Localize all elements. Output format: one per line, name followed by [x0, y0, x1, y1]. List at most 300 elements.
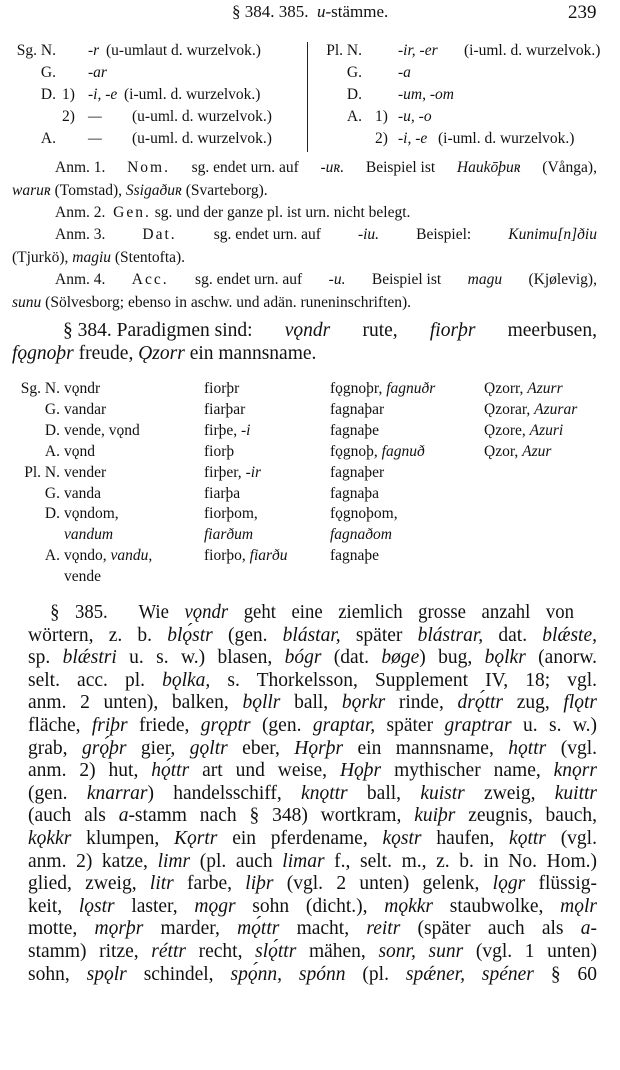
case-label: A. [44, 547, 60, 565]
cited-word: sonr, [378, 940, 416, 962]
note-label: Anm. 2. [55, 204, 106, 221]
text-run: wörtern, z. b. [28, 624, 168, 646]
paradigm-cell [204, 545, 288, 567]
gloss: rute, [362, 320, 398, 341]
headword: vǫndr [284, 320, 331, 341]
note-example: sunu [12, 293, 42, 311]
case-label: D. [44, 421, 60, 439]
note-example: waruʀ [12, 181, 51, 199]
paradigm-cell [204, 441, 234, 463]
cited-word: mǫrþr [94, 918, 144, 940]
paradigm-cell [330, 441, 425, 463]
ending: -r [88, 42, 100, 59]
case-label: A. [40, 130, 56, 147]
form: vǫnd [64, 442, 95, 460]
paradigm-cell [64, 524, 113, 546]
cited-word: liþr [245, 873, 274, 895]
text-run: (pl. auch [190, 850, 283, 872]
case-label: G. [44, 400, 60, 418]
cited-word: blástrar, [417, 624, 484, 646]
text-run: art und weise, [189, 760, 340, 782]
umlaut-note: (u-uml. d. wurzelvok.) [132, 108, 272, 125]
case-label: D. [44, 505, 60, 523]
paradigm-cell [330, 462, 384, 484]
cited-word: limar [282, 850, 325, 872]
note-label: Anm. 1. [55, 159, 106, 176]
paradigm-cell [330, 524, 392, 546]
form-variant: vandu, [110, 547, 153, 565]
case-label: G. [346, 64, 362, 81]
form-variant: fiarðu [249, 547, 288, 565]
note-ending: -iu. [357, 226, 380, 243]
text-run: (gen. [250, 714, 313, 736]
form: vanda [64, 484, 102, 502]
form: fǫgnoþr, [330, 380, 383, 397]
variant-number: 2) [62, 108, 75, 125]
cited-word: kǫttr [509, 827, 546, 849]
text-run: später [340, 624, 418, 646]
headword: fǫgnoþr [12, 342, 74, 364]
note-case: Gen. [113, 204, 151, 221]
form: vende, vǫnd [64, 421, 140, 439]
note-text: sg. endet urn. auf [195, 271, 303, 288]
text-run: -stamm nach § 348) wortkram, [128, 805, 415, 827]
form: fagnaþer [330, 463, 385, 481]
note-ending: -uʀ. [320, 159, 345, 176]
text-run: anm. 2 unten), balken, [28, 692, 243, 714]
text-run: stamm) ritze, [28, 940, 152, 962]
paragraph-line [28, 625, 597, 648]
note-text: Beispiel ist [371, 271, 442, 288]
text-run: (anorw. [525, 647, 598, 669]
paragraph-line [28, 602, 574, 625]
text-run [465, 964, 482, 985]
note-label: Anm. 3. [55, 226, 106, 243]
cited-word: hǫttr [508, 737, 547, 759]
form: Ǫzor, [484, 442, 519, 460]
cited-word: bøge [381, 647, 420, 669]
note-case: Dat. [142, 226, 177, 243]
form: Ǫzorr, [484, 380, 524, 397]
case-label: A. [346, 108, 362, 125]
note-example: Kunimu[n]ðiu [508, 226, 597, 243]
form-variant: Azurr [527, 380, 563, 397]
text-run: später [375, 714, 445, 736]
cited-word: grǫptr [200, 714, 251, 736]
paradigm-cell [330, 503, 398, 525]
cited-word: blǽste, [542, 624, 597, 646]
gloss: ein mannsname. [189, 342, 317, 364]
section-385 [28, 602, 597, 986]
form-variant: fagnuðr [386, 380, 436, 397]
paradigm-cell [204, 399, 245, 421]
running-title-rest: -stämme. [325, 2, 389, 21]
note-example: Ssigaðuʀ [125, 181, 182, 199]
cited-word: mǫ́ttr [237, 918, 280, 940]
cited-word: mǫgr [194, 895, 236, 917]
text-run: f., selt. m., z. b. in No. Hom.) [324, 850, 597, 872]
ending: -ir, -er [398, 42, 438, 59]
paradigm-cell [484, 399, 577, 421]
text-run: dat. [483, 624, 543, 646]
text-run: fläche, [28, 714, 92, 736]
text-run: selt. acc. pl. [28, 669, 163, 691]
gloss: meerbusen, [507, 320, 597, 341]
cited-word: friþr [91, 714, 128, 736]
paradigm-cell [484, 420, 563, 442]
form-variant: Azur [522, 442, 552, 460]
paragraph-line [28, 692, 597, 715]
note-source: (Vånga), [542, 159, 597, 176]
paradigm-cell [204, 524, 253, 546]
text-run: marder, [143, 918, 238, 940]
note-anm-4 [12, 269, 597, 314]
umlaut-note: (u-uml. d. wurzelvok.) [132, 130, 272, 147]
paradigm-cell [64, 420, 140, 442]
case-label: Sg. N. [16, 42, 56, 59]
cited-word: Kǫrtr [174, 827, 218, 849]
paragraph-line [28, 715, 597, 738]
paragraph-line [28, 896, 597, 919]
cited-word: kuistr [420, 782, 465, 804]
paragraph-line [28, 941, 597, 964]
text-run: motte, [28, 918, 95, 940]
form: firþer, [204, 463, 242, 481]
umlaut-note: (u-umlaut d. wurzelvok.) [106, 42, 261, 59]
running-title: § 384. 385. [232, 2, 309, 21]
cited-word: blǫ́str [167, 624, 213, 646]
umlaut-note: (i-uml. d. wurzelvok.) [464, 42, 601, 59]
text-run: glied, zweig, [28, 873, 150, 895]
paragraph-line [28, 783, 597, 806]
paradigm-cell [64, 503, 119, 525]
paradigm-cell [64, 462, 106, 484]
cited-word: blǽstri [62, 647, 117, 669]
cited-word: spǫlr [86, 963, 127, 985]
form: fiorþo, [204, 547, 246, 565]
cited-word: graptrar [444, 714, 512, 736]
cited-word: gǫltr [189, 737, 228, 759]
ending: -u, -o [398, 108, 432, 125]
cited-word: spǽner, [405, 963, 465, 985]
text-run: eber, [227, 737, 295, 759]
text-run: grab, [28, 737, 82, 759]
form: vǫndo, [64, 547, 107, 565]
text-run: (vgl. 1 unten) [463, 940, 597, 962]
note-text: sg. endet urn. auf [213, 226, 321, 243]
paragraph-line [28, 805, 597, 828]
paradigm-cell [64, 545, 152, 567]
paragraph-line [28, 851, 597, 874]
text-run: ball, [280, 692, 342, 714]
note-example: magu [467, 271, 503, 288]
text-run: mythischer name, [381, 760, 554, 782]
form: fagnaþa [330, 484, 380, 502]
cited-word: mǫlr [560, 895, 597, 917]
form: vende [64, 568, 102, 586]
cited-word: bǫllr [242, 692, 281, 714]
paragraph-line [28, 964, 597, 987]
text-run: zweig, [464, 782, 555, 804]
variant-number: 1) [62, 86, 75, 103]
case-label: Pl. N. [326, 42, 362, 59]
cited-word: kuittr [554, 782, 598, 804]
cited-word: reitr [366, 918, 401, 940]
text-run: (vgl. [545, 827, 597, 849]
form-variant: Azurar [534, 400, 578, 418]
running-header [232, 2, 388, 22]
note-source: (Sölvesborg; ebenso in aschw. und adän. runeninschriften). [45, 293, 412, 311]
text-run: ein mannsname, [343, 737, 509, 759]
text-run [416, 941, 429, 962]
form-variant: -i [241, 421, 251, 439]
cited-word: vǫndr [184, 602, 229, 623]
paradigm-cell [64, 441, 95, 463]
note-label: Anm. 4. [55, 271, 106, 288]
note-text: Beispiel ist [365, 159, 436, 176]
form: fagnaþar [330, 400, 385, 418]
note-anm-3 [12, 224, 597, 269]
paradigm-cell [330, 420, 379, 442]
text-run: sohn (dicht.), [235, 895, 385, 917]
text-run: macht, [279, 918, 367, 940]
ending: — [88, 108, 102, 125]
column-divider [307, 42, 308, 152]
note-source: (Svarteborg). [185, 181, 268, 199]
form: fagnaþe [330, 421, 380, 439]
text-run: rinde, [385, 692, 458, 714]
text-run: klumpen, [71, 827, 175, 849]
paradigm-cell [330, 399, 384, 421]
cited-word: mǫkkr [384, 895, 434, 917]
text-run: geht eine ziemlich grosse anzahl von [228, 602, 574, 623]
text-run: § 385. Wie [50, 602, 185, 623]
ending: -um, -om [398, 86, 454, 103]
cited-word: bǫrkr [341, 692, 386, 714]
paradigm-cell [64, 378, 100, 400]
cited-word: sunr [428, 940, 464, 962]
text-run: (gen. [212, 624, 283, 646]
cited-word: slǫ́ttr [255, 940, 297, 962]
paradigm-cell [204, 420, 250, 442]
case-label: A. [44, 442, 60, 460]
cited-word: Hǫrþr [294, 737, 344, 759]
note-source: (Stentofta). [114, 248, 186, 266]
variant-number: 2) [375, 130, 388, 147]
case-label: D. [346, 86, 362, 103]
paradigm-cell [330, 483, 379, 505]
text-run: zeugnis, bauch, [455, 805, 597, 827]
cited-word: knǫrr [553, 760, 597, 782]
case-label: Sg. N. [20, 380, 60, 397]
note-anm-1 [12, 157, 597, 202]
form-variant: Azuri [529, 421, 564, 439]
form: Ǫzorar, [484, 400, 531, 418]
cited-word: a [580, 918, 591, 940]
text-run: keit, [28, 895, 79, 917]
cited-word: réttr [151, 940, 186, 962]
paragraph-line [28, 670, 597, 693]
text-run: laster, [114, 895, 195, 917]
form: fiarþa [204, 484, 241, 502]
gloss: freude, [78, 342, 134, 364]
note-example: magiu [72, 248, 112, 266]
text-run: schindel, [126, 963, 231, 985]
text-run: § 60 [533, 963, 598, 985]
note-text: sg. endet urn. auf [191, 159, 299, 176]
paradigm-cell [64, 483, 101, 505]
form-variant: fagnaðom [330, 526, 392, 544]
text-run: recht, [185, 940, 256, 962]
case-label: G. [40, 64, 56, 81]
form-variant: fagnuð [381, 442, 425, 460]
cited-word: kǫkkr [28, 827, 72, 849]
form: vandar [64, 400, 107, 418]
cited-word: knarrar [86, 782, 148, 804]
text-run: flüssig- [525, 873, 597, 895]
ending: -ar [88, 64, 107, 81]
paradigm-cell [484, 378, 563, 400]
form-variant: -ir [245, 463, 262, 481]
paragraph-line [28, 760, 597, 783]
text-run: u. s. w.) [511, 714, 598, 736]
cited-word: bǫlka, [162, 669, 211, 691]
paragraph-line [28, 738, 597, 761]
text-run: (gen. [28, 782, 87, 804]
case-label: Pl. N. [24, 463, 60, 481]
text-run: farbe, [173, 873, 246, 895]
headword: fiorþr [429, 320, 476, 341]
text-run: ) handelsschiff, [147, 782, 302, 804]
form: fiorþom, [204, 505, 258, 523]
note-case: Nom. [127, 159, 170, 176]
ending: -a [398, 64, 411, 81]
cited-word: spǫ́nn, [230, 963, 282, 985]
text-run: (vgl. [546, 737, 597, 759]
text-run: ) bug, [419, 647, 485, 669]
form: vǫndr [64, 380, 101, 397]
cited-word: drǫ́ttr [457, 692, 504, 714]
umlaut-note: (i-uml. d. wurzelvok.) [438, 130, 575, 147]
text-run: sohn, [28, 963, 87, 985]
text-run: - [590, 918, 598, 940]
text-run: (dat. [321, 647, 382, 669]
cited-word: litr [149, 873, 174, 895]
note-anm-2 [55, 202, 410, 225]
text-run: anm. 2) katze, [28, 850, 158, 872]
cited-word: knǫttr [301, 782, 348, 804]
text-run: sp. [28, 647, 63, 669]
form: Ǫzore, [484, 421, 526, 439]
form: fiarþar [204, 400, 246, 418]
form-variant: fiarðum [204, 526, 254, 544]
cited-word: flǫtr [563, 692, 597, 714]
text-run: friede, [127, 714, 201, 736]
running-title-italic: u [317, 2, 326, 21]
text-run: (später auch als [400, 918, 581, 940]
case-label: G. [44, 484, 60, 502]
cited-word: kuiþr [414, 805, 456, 827]
paradigm-cell [204, 462, 261, 484]
form: fagnaþe [330, 547, 380, 565]
text-run: mähen, [296, 940, 379, 962]
section-384 [12, 320, 597, 365]
headword: Ǫzorr [138, 342, 185, 364]
cited-word: grǫ́þr [82, 737, 127, 759]
note-ending: -u. [328, 271, 346, 288]
cited-word: spéner [481, 963, 534, 985]
paragraph-line [28, 873, 597, 896]
form: fǫgnoþ, [330, 442, 378, 460]
paradigm-cell [204, 503, 258, 525]
note-source: (Tomstad), [54, 181, 122, 199]
text-run: anm. 2) hut, [28, 760, 152, 782]
text-run: (vgl. 2 unten) gelenk, [273, 873, 493, 895]
paragraph-line [28, 647, 597, 670]
page-number: 239 [568, 2, 597, 23]
form: vender [64, 463, 107, 481]
cited-word: bógr [284, 647, 322, 669]
ending: -i, -e [398, 130, 428, 147]
text-run: (auch als [28, 805, 119, 827]
ending: — [88, 130, 102, 147]
cited-word: limr [157, 850, 191, 872]
ending: -i, -e [88, 86, 118, 103]
form: fǫgnoþom, [330, 505, 398, 523]
form-variant: vandum [64, 526, 114, 544]
text-run: s. Thorkelsson, Supplement IV, 18; vgl. [210, 669, 597, 691]
text-run [282, 964, 299, 985]
note-text: Beispiel: [416, 226, 472, 243]
paradigm-cell [204, 378, 239, 400]
cited-word: bǫlkr [484, 647, 526, 669]
form: vǫndom, [64, 505, 119, 523]
form: firþe, [204, 421, 238, 439]
cited-word: spónn [298, 963, 346, 985]
note-case: Acc. [131, 271, 169, 288]
text-run: ball, [347, 782, 421, 804]
text-run: haufen, [421, 827, 510, 849]
cited-word: lǫgr [492, 873, 526, 895]
text-run: zug, [503, 692, 564, 714]
text-run: staubwolke, [433, 895, 561, 917]
cited-word: hǫ́ttr [151, 760, 190, 782]
paradigm-cell [330, 378, 435, 400]
cited-word: a [118, 805, 129, 827]
paradigm-cell [64, 399, 106, 421]
paradigm-cell [204, 483, 240, 505]
cited-word: kǫstr [382, 827, 422, 849]
cited-word: blástar, [282, 624, 341, 646]
note-source: (Tjurkö), [12, 248, 69, 266]
text-run: (pl. [345, 963, 406, 985]
paradigm-cell [330, 545, 379, 567]
section-heading: § 384. Paradigmen sind: [63, 320, 253, 341]
cited-word: lǫstr [78, 895, 115, 917]
variant-number: 1) [375, 108, 388, 125]
note-text: sg. und der ganze pl. ist urn. nicht belegt. [154, 204, 411, 221]
cited-word: Hǫþr [339, 760, 382, 782]
text-run: gier, [126, 737, 190, 759]
paradigm-cell [484, 441, 551, 463]
paragraph-line [28, 828, 597, 851]
note-source: (Kjølevig), [528, 271, 597, 288]
umlaut-note: (i-uml. d. wurzelvok.) [124, 86, 261, 103]
form: fiorþr [204, 380, 240, 397]
note-example: Haukōþuʀ [456, 159, 521, 176]
cited-word: graptar, [312, 714, 376, 736]
text-run: ein pferdename, [217, 827, 383, 849]
